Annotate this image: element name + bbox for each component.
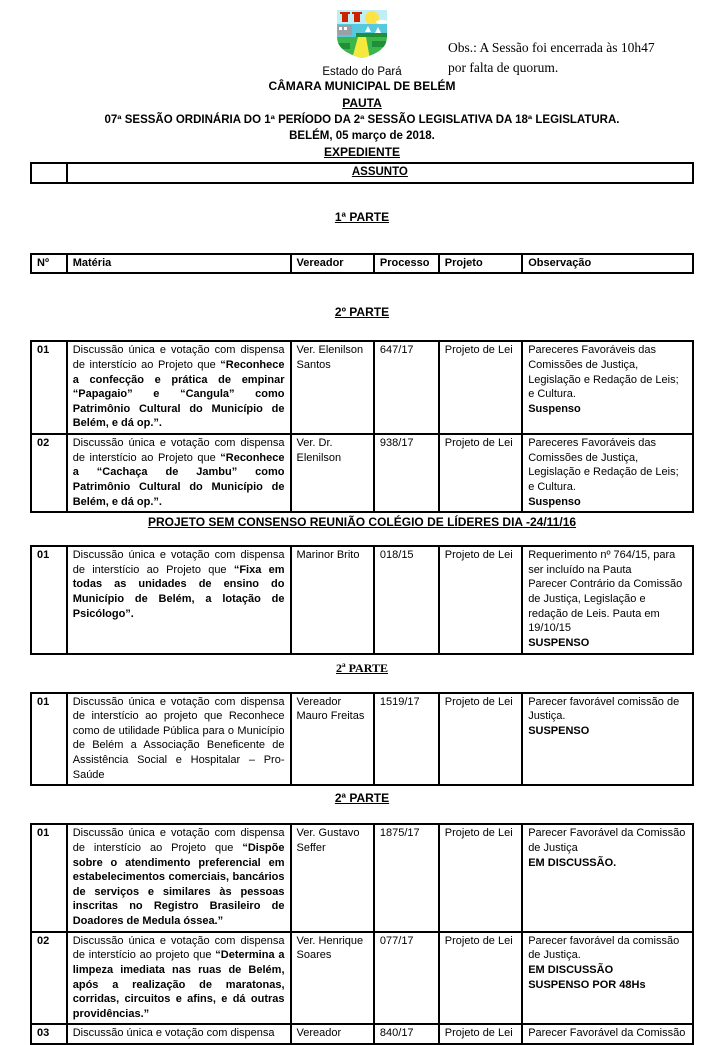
materia-intro: Discussão única e votação com dispensa de interstício ao Projeto que xyxy=(72,549,285,576)
agenda-table-2 xyxy=(30,545,694,654)
materia-cell xyxy=(67,1024,291,1044)
heading-parte-2b: 2ª PARTE xyxy=(336,660,388,675)
columns-header-table xyxy=(30,253,694,275)
session-closed-note-line2: por falta de quorum. xyxy=(448,60,559,76)
document-title: PAUTA xyxy=(342,96,382,110)
materia-cell xyxy=(67,824,291,931)
col-processo: Processo xyxy=(374,254,439,274)
observacao-text: Requerimento nº 764/15, para ser incluído na Pauta xyxy=(528,549,676,576)
vereador-cell: Marinor Brito xyxy=(291,546,374,653)
materia-title: “Dispõe sobre o atendimento preferencial em estabelecimentos comerciais, bancários de serviços e similares às pessoas inscritas no Registro Brasileiro de Doadores de Medula óssea.” xyxy=(72,841,285,927)
materia-intro: Discussão única e votação com dispensa xyxy=(72,1027,275,1040)
row-number: 01 xyxy=(31,546,67,653)
row-number: 02 xyxy=(31,932,67,1025)
assunto-row xyxy=(31,163,693,183)
observacao-cell xyxy=(522,1024,693,1044)
observacao-status: SUSPENSO xyxy=(528,636,590,649)
agenda-table-3 xyxy=(30,692,694,787)
observacao-text: Parecer favorável comissão de Justiça. xyxy=(528,695,680,723)
table-row xyxy=(31,824,693,931)
date-line: BELÉM, 05 março de 2018. xyxy=(289,130,435,142)
materia-title: “Fixa em todas as unidades de ensino do Município de Belém, a lotação de Psicólogo”. xyxy=(72,563,285,620)
heading-parte-2a: 2º PARTE xyxy=(334,305,390,320)
emblem-container xyxy=(30,9,694,64)
observacao-text: Parecer favorável da comissão de Justiça. xyxy=(528,934,680,962)
processo-cell: 1519/17 xyxy=(374,693,439,786)
session-line: 07ª SESSÃO ORDINÁRIA DO 1ª PERÍODO DA 2ª SESSÃO LEGISLATIVA DA 18ª LEGISLATURA. xyxy=(104,114,620,126)
row-number: 02 xyxy=(31,434,67,512)
observacao-text: Pareceres Favoráveis das Comissões de Justiça, Legislação e Redação de Leis; e Cultura. xyxy=(528,344,679,401)
assunto-heading: ASSUNTO xyxy=(67,163,693,183)
materia-cell xyxy=(67,546,291,653)
observacao-cell xyxy=(522,693,693,786)
projeto-cell: Projeto de Lei xyxy=(439,1024,522,1044)
observacao-text: Parecer Favorável da Comissão de Justiça xyxy=(528,827,686,854)
materia-cell xyxy=(67,693,291,786)
materia-intro: Discussão única e votação com dispensa de interstício ao Projeto que xyxy=(72,344,285,371)
col-num: Nº xyxy=(31,254,67,274)
materia-cell xyxy=(67,434,291,512)
vereador-cell: Ver. Henrique Soares xyxy=(291,932,374,1025)
heading-sem-consenso: PROJETO SEM CONSENSO REUNIÃO COLÉGIO DE LÍDERES DIA -24/11/16 xyxy=(147,515,577,530)
table-row xyxy=(31,1024,693,1044)
col-materia: Matéria xyxy=(67,254,291,274)
col-projeto: Projeto xyxy=(439,254,522,274)
materia-cell xyxy=(67,341,291,434)
processo-cell: 647/17 xyxy=(374,341,439,434)
observacao-cell xyxy=(522,546,693,653)
processo-cell: 840/17 xyxy=(374,1024,439,1044)
observacao-text: Pareceres Favoráveis das Comissões de Justiça, Legislação e Redação de Leis; e Cultura. xyxy=(528,437,679,493)
processo-cell: 938/17 xyxy=(374,434,439,512)
projeto-cell: Projeto de Lei xyxy=(439,693,522,786)
projeto-cell: Projeto de Lei xyxy=(439,341,522,434)
observacao-text: Parecer Contrário da Comissão de Justiça, Legislação e redação de Leis. Pauta em 19/10/15 xyxy=(528,578,683,635)
belem-coat-of-arms-icon xyxy=(334,9,390,59)
state-line: Estado do Pará xyxy=(322,66,402,78)
row-number: 01 xyxy=(31,824,67,931)
materia-title: “Reconhece a confecção e prática de empinar “Papagaio” e “Cangula” como Patrimônio Cultural do Município de Belém, e dá op.”. xyxy=(72,358,285,430)
materia-cell xyxy=(67,932,291,1025)
observacao-status: EM DISCUSSÃO xyxy=(528,963,614,976)
heading-parte-1: 1ª PARTE xyxy=(334,209,390,224)
processo-cell: 077/17 xyxy=(374,932,439,1025)
col-vereador: Vereador xyxy=(291,254,374,274)
observacao-cell xyxy=(522,341,693,434)
vereador-cell: Ver. Dr. Elenilson xyxy=(291,434,374,512)
agenda-table-1 xyxy=(30,340,694,513)
row-number: 03 xyxy=(31,1024,67,1044)
row-number: 01 xyxy=(31,693,67,786)
observacao-status: Suspenso xyxy=(528,402,581,415)
table-row xyxy=(31,693,693,786)
table-row xyxy=(31,932,693,1025)
processo-cell: 1875/17 xyxy=(374,824,439,931)
materia-intro: Discussão única e votação com dispensa de interstício ao projeto que Reconhece como de utilidade Pública para o Município de Belém a Associação Beneficente de Assistência Social e Hospitalar – Pro-Saúde xyxy=(72,695,285,781)
table-row xyxy=(31,341,693,434)
observacao-text: Parecer Favorável da Comissão xyxy=(528,1027,686,1040)
vereador-cell: Ver. Elenilson Santos xyxy=(291,341,374,434)
assunto-table xyxy=(30,162,694,184)
assunto-empty-cell xyxy=(31,163,67,183)
projeto-cell: Projeto de Lei xyxy=(439,932,522,1025)
col-observacao: Observação xyxy=(522,254,693,274)
projeto-cell: Projeto de Lei xyxy=(439,434,522,512)
materia-intro: Discussão única e votação com dispensa de interstício ao Projeto que xyxy=(72,437,285,464)
row-number: 01 xyxy=(31,341,67,434)
org-title: CÂMARA MUNICIPAL DE BELÉM xyxy=(268,79,456,93)
materia-title: “Determina a limpeza imediata nas ruas de Belém, após a realização de maratonas, corridas, circuitos e afins, e dá outras providências.” xyxy=(72,949,285,1020)
materia-title: “Reconhece a “Cachaça de Jambu” como Patrimônio Cultural do Município de Belém, e dá op.”. xyxy=(72,451,285,508)
observacao-status: SUSPENSO POR 48Hs xyxy=(528,978,646,991)
expediente-heading: EXPEDIENTE xyxy=(323,145,401,159)
columns-header-row xyxy=(31,254,693,274)
session-closed-note-line1: Obs.: A Sessão foi encerrada às 10h47 xyxy=(448,40,655,55)
vereador-cell: Ver. Gustavo Seffer xyxy=(291,824,374,931)
observacao-cell xyxy=(522,434,693,512)
observacao-status: EM DISCUSSÃO. xyxy=(528,856,617,869)
materia-intro: Discussão única e votação com dispensa de interstício ao projeto que xyxy=(72,934,285,962)
heading-parte-2c: 2ª PARTE xyxy=(334,791,390,806)
table-row xyxy=(31,546,693,653)
observacao-cell xyxy=(522,824,693,931)
vereador-cell: Vereador xyxy=(291,1024,374,1044)
agenda-table-4 xyxy=(30,823,694,1045)
processo-cell: 018/15 xyxy=(374,546,439,653)
table-row xyxy=(31,434,693,512)
materia-intro: Discussão única e votação com dispensa de interstício ao Projeto que xyxy=(72,827,285,854)
observacao-cell xyxy=(522,932,693,1025)
observacao-status: Suspenso xyxy=(528,495,581,508)
projeto-cell: Projeto de Lei xyxy=(439,546,522,653)
vereador-cell: Vereador Mauro Freitas xyxy=(291,693,374,786)
projeto-cell: Projeto de Lei xyxy=(439,824,522,931)
observacao-status: SUSPENSO xyxy=(528,724,590,737)
